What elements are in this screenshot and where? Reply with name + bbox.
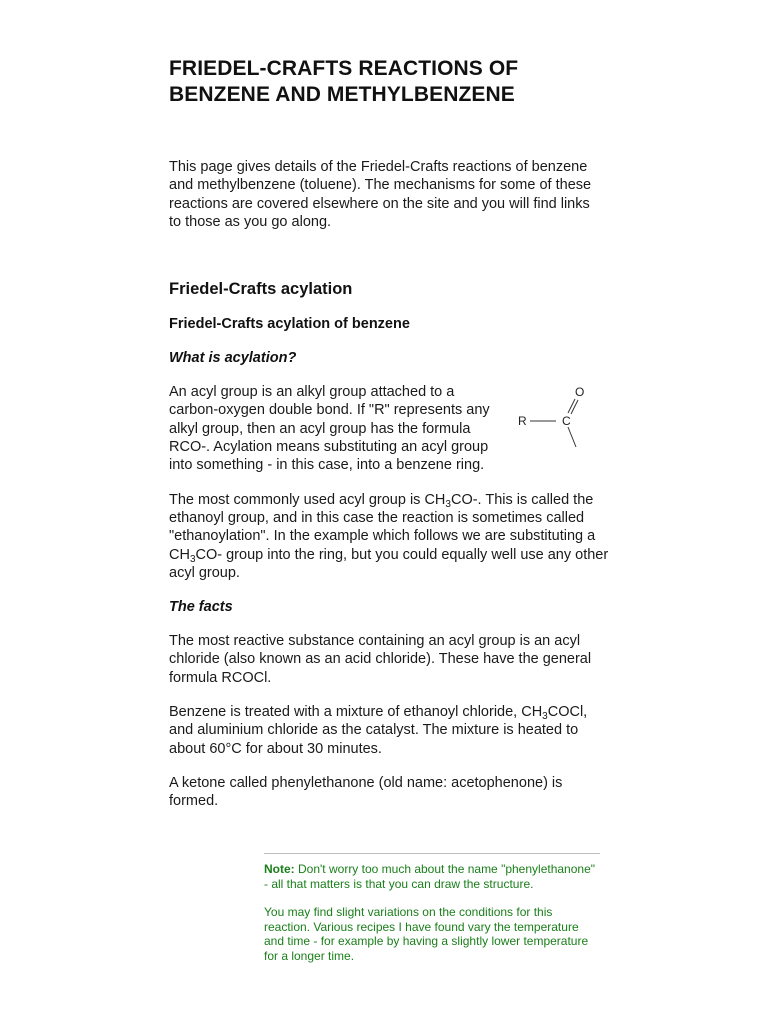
facts-heading: The facts bbox=[169, 599, 233, 616]
acyl-definition-row bbox=[169, 383, 609, 474]
c-substituent-bond bbox=[568, 427, 576, 447]
what-is-acylation-heading: What is acylation? bbox=[169, 350, 297, 367]
note-paragraph-1: Note: Don't worry too much about the name "phenylethanone" - all that matters is that you can draw the structure. bbox=[264, 862, 595, 891]
article bbox=[169, 56, 609, 811]
common-acyl-paragraph: The most commonly used acyl group is $CH_3CO-$. This is called the ethanoyl group, and in this case the reaction is sometimes called "ethanoylation". In the example which follows we are substituting a $CH_3CO-$ group into the ring, but you could equally well use any other acyl group. bbox=[169, 491, 609, 581]
intro-paragraph: This page gives details of the Friedel-Crafts reactions of benzene and methylbenzene (toluene). The mechanisms for some of these reactions are covered elsewhere on the site and you will find links to those as you go along. bbox=[169, 159, 592, 230]
subsection-heading: Friedel-Crafts acylation of benzene bbox=[169, 316, 410, 333]
note-box bbox=[264, 853, 600, 964]
c-o-double-bond-2 bbox=[571, 400, 578, 414]
facts-paragraph-3: A ketone called phenylethanone (old name: acetophenone) is formed. bbox=[169, 774, 563, 810]
acyl-definition-paragraph: An acyl group is an alkyl group attached to a carbon-oxygen double bond. If "R" represents any alkyl group, then an acyl group has the formula RCO-. Acylation means substituting an acyl group into something - in this case, into a benzene ring. bbox=[169, 384, 490, 474]
section-heading: Friedel-Crafts acylation bbox=[169, 280, 353, 299]
structure-r-label: R bbox=[518, 414, 527, 429]
acyl-group-structure bbox=[518, 383, 598, 453]
note-paragraph-2: You may find slight variations on the conditions for this reaction. Various recipes I have found vary the temperature and time - for example by having a slightly lower temperature for a longer time. bbox=[264, 905, 589, 963]
facts-paragraph-1: The most reactive substance containing an acyl group is an acyl chloride (also known as an acid chloride). These have the general formula RCOCl. bbox=[169, 633, 592, 686]
c-o-double-bond-1 bbox=[568, 399, 575, 413]
facts-paragraph-2: Benzene is treated with a mixture of ethanoyl chloride, $CH_3COCl$, and aluminium chloride as the catalyst. The mixture is heated to about 60°C for about 30 minutes. bbox=[169, 704, 588, 757]
structure-o-label: O bbox=[575, 385, 585, 400]
structure-c-label: C bbox=[562, 414, 571, 429]
note-label: Note: bbox=[264, 862, 295, 876]
page-title: FRIEDEL-CRAFTS REACTIONS OF BENZENE AND METHYLBENZENE bbox=[169, 57, 519, 106]
